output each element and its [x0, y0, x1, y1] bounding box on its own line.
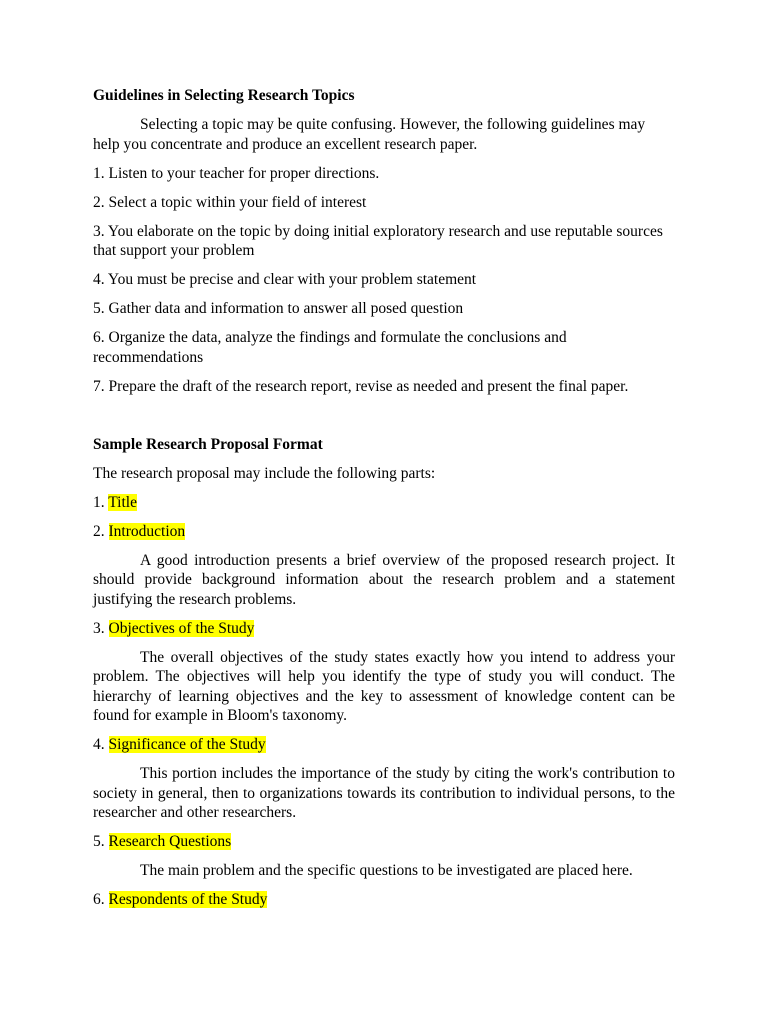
part-label-significance: Significance of the Study: [108, 736, 266, 753]
part-number: 5.: [93, 833, 109, 850]
part-number: 3.: [93, 619, 109, 637]
proposal-part-respondents: [93, 890, 675, 910]
proposal-part-significance: [93, 735, 675, 755]
guideline-item-5: 5. Gather data and information to answer all posed question: [93, 300, 464, 317]
document-page: [93, 86, 675, 919]
proposal-intro: The research proposal may include the following parts:: [93, 464, 436, 482]
part-label-introduction: Introduction: [108, 522, 186, 540]
objectives-description: The overall objectives of the study states exactly how you intend to address your problem. The objectives will help you identify the type of study you will conduct. The hierarchy of learning objectives and the key to assessment of knowledge content can be found for example in Bloom's taxonomy.: [93, 648, 675, 724]
guideline-item-7: 7. Prepare the draft of the research report, revise as needed and present the final paper.: [93, 377, 629, 395]
introduction-description: A good introduction presents a brief overview of the proposed research project. It should provide background information about the research problem and a statement justifying the research problems.: [93, 551, 675, 608]
proposal-part-objectives: [93, 619, 675, 639]
proposal-part-title: [93, 493, 675, 513]
guideline-item-1: 1. Listen to your teacher for proper directions.: [93, 164, 380, 182]
part-number: 2.: [93, 522, 109, 540]
proposal-part-research-questions: [93, 832, 675, 852]
part-label-respondents: Respondents of the Study: [108, 891, 268, 908]
guideline-item-4: 4. You must be precise and clear with your problem statement: [93, 271, 477, 288]
proposal-part-introduction: [93, 522, 675, 542]
part-number: 6.: [93, 891, 109, 908]
research-questions-description: The main problem and the specific questions to be investigated are placed here.: [140, 862, 633, 879]
section-spacer: [93, 406, 675, 435]
guideline-item-2: 2. Select a topic within your field of interest: [93, 193, 367, 211]
part-number: 1.: [93, 493, 109, 511]
part-label-research-questions: Research Questions: [108, 833, 232, 850]
part-label-objectives: Objectives of the Study: [108, 619, 255, 637]
guideline-item-3: 3. You elaborate on the topic by doing initial exploratory research and use reputable sources that support your problem: [93, 222, 663, 259]
guidelines-intro: Selecting a topic may be quite confusing. However, the following guidelines may help you concentrate and produce an excellent research paper.: [93, 116, 646, 153]
part-label-title: Title: [108, 493, 137, 511]
significance-description: This portion includes the importance of the study by citing the work's contribution to society in general, then to organizations towards its contribution to individual persons, to the researcher and other researchers.: [93, 765, 675, 821]
guideline-item-6: 6. Organize the data, analyze the findings and formulate the conclusions and recommendations: [93, 329, 567, 366]
guidelines-heading: Guidelines in Selecting Research Topics: [93, 87, 355, 104]
part-number: 4.: [93, 736, 109, 753]
proposal-heading: Sample Research Proposal Format: [93, 435, 323, 453]
